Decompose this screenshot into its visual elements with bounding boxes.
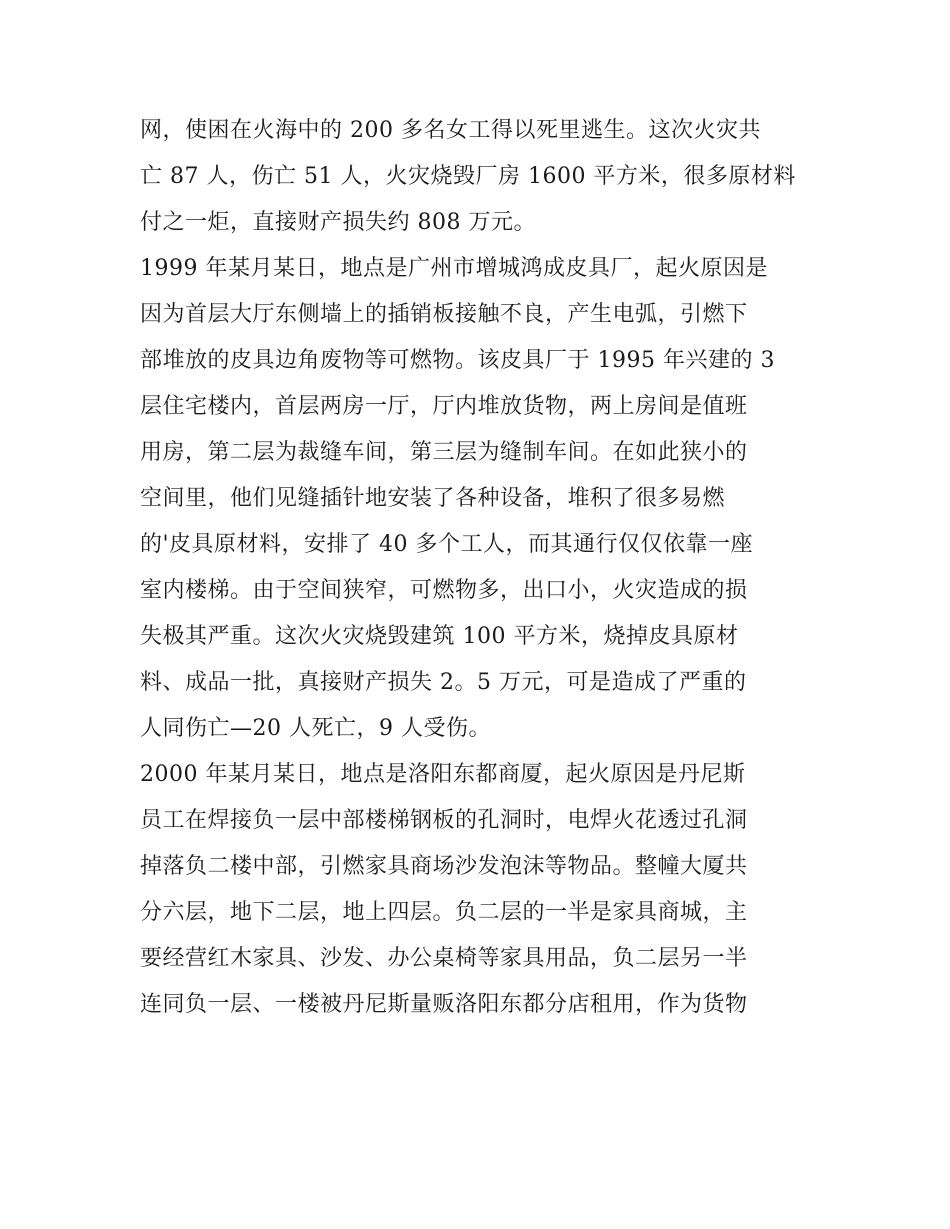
text-line: 失极其严重。这次火灾烧毁建筑 100 平方米，烧掉皮具原材 — [140, 624, 739, 649]
text-line: 层住宅楼内，首层两房一厅，厅内堆放货物，两上房间是值班 — [140, 394, 748, 419]
text-line: 连同负一层、一楼被丹尼斯量贩洛阳东都分店租用，作为货物 — [140, 992, 748, 1017]
text-line: 员工在焊接负一层中部楼梯钢板的孔洞时，电焊火花透过孔洞 — [140, 808, 748, 833]
paragraph-3 — [140, 752, 820, 1028]
text-line: 2000 年某月某日，地点是洛阳东都商厦，起火原因是丹尼斯 — [140, 762, 746, 787]
text-line: 部堆放的皮具边角废物等可燃物。该皮具厂于 1995 年兴建的 3 — [140, 348, 775, 373]
text-line: 付之一炬，直接财产损失约 808 万元。 — [140, 210, 536, 235]
text-line: 的'皮具原材料，安排了 40 多个工人，而其通行仅仅依靠一座 — [140, 532, 754, 557]
text-line: 料、成品一批，真接财产损失 2。5 万元，可是造成了严重的 — [140, 670, 747, 695]
text-line: 用房，第二层为裁缝车间，第三层为缝制车间。在如此狭小的 — [140, 440, 748, 465]
document-body — [140, 108, 820, 1028]
text-line: 网，使困在火海中的 200 多名女工得以死里逃生。这次火灾共 — [140, 118, 761, 143]
text-line: 因为首层大厅东侧墙上的插销板接触不良，产生电弧，引燃下 — [140, 302, 748, 327]
paragraph-2 — [140, 246, 820, 752]
text-line: 掉落负二楼中部，引燃家具商场沙发泡沫等物品。整幢大厦共 — [140, 854, 748, 879]
text-line: 分六层，地下二层，地上四层。负二层的一半是家具商城，主 — [140, 900, 748, 925]
text-line: 人同伤亡—20 人死亡，9 人受伤。 — [140, 716, 491, 741]
text-line: 要经营红木家具、沙发、办公桌椅等家具用品，负二层另一半 — [140, 946, 748, 971]
text-line: 亡 87 人，伤亡 51 人，火灾烧毁厂房 1600 平方米，很多原材料 — [140, 164, 796, 189]
text-line: 1999 年某月某日，地点是广州市增城鸿成皮具厂，起火原因是 — [140, 256, 768, 281]
text-line: 空间里，他们见缝插针地安装了各种设备，堆积了很多易燃 — [140, 486, 726, 511]
text-line: 室内楼梯。由于空间狭窄，可燃物多，出口小，火灾造成的损 — [140, 578, 748, 603]
paragraph-1 — [140, 108, 820, 246]
